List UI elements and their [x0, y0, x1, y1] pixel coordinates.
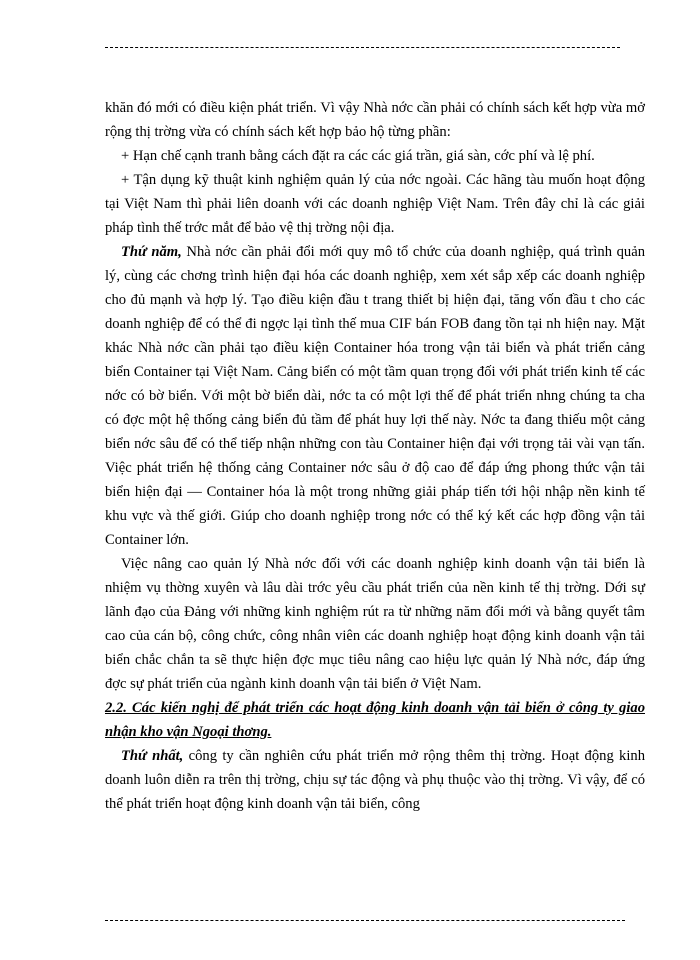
paragraph-4-text: Nhà nớc cần phải đổi mới quy mô tổ chức của doanh nghiệp, quá trình quản lý, cùng các chơng trình hiện đại hóa các doanh nghiệp, xem xét sắp xếp các doanh nghiệp cho đủ mạnh và hợp lý. Tạo điều kiện đầu t trang thiết bị hiện đại, tăng vốn đầu t cho các doanh nghiệp để có thể đi ngợc lại tình thế mua CIF bán FOB đang tồn tại nh hiện nay. Mặt khác Nhà nớc cần phải tạo điều kiện Container hóa trong vận tải biển và phát triển cảng biển Container tại Việt Nam. Cảng biển có một tầm quan trọng đối với phát triển kinh tế các nớc có bờ biển. Với một bờ biển dài, nớc ta có một lợi thế để phát triển nhng chúng ta cha có đợc một hệ thống cảng biển đủ tầm để phát huy lợi thế này. Nớc ta đang thiếu một cảng biển nớc sâu để có thể tiếp nhận những con tàu Container hiện đại với trọng tải vài vạn tấn. Việc phát triển hệ thống cảng Container nớc sâu ở độ cao để đáp ứng phong thức vận tải biển hiện đại — Container hóa là một trong những giải pháp tiến tới hội nhập nền kinh tế khu vực và thế giới. Giúp cho doanh nghiệp trong nớc có thể ký kết các hợp đồng vận tải Container lớn. [105, 244, 645, 548]
paragraph-6 [105, 744, 645, 816]
paragraph-6-lead: Thứ nhất, [121, 748, 184, 764]
paragraph-4 [105, 240, 645, 552]
paragraph-3: + Tận dụng kỹ thuật kinh nghiệm quản lý của nớc ngoài. Các hãng tàu muốn hoạt động tại Việt Nam thì phải liên doanh với các doanh nghiệp Việt Nam. Trên đây chỉ là các giải pháp tình thế trớc mắt để bảo vệ thị trờng nội địa. [105, 172, 645, 236]
paragraph-2: + Hạn chế cạnh tranh bằng cách đặt ra các các giá trần, giá sàn, cớc phí và lệ phí. [121, 148, 595, 164]
footer-dashed-rule [105, 920, 625, 921]
header-dashed-rule [105, 47, 620, 48]
paragraph-5: Việc nâng cao quản lý Nhà nớc đối với các doanh nghiệp kinh doanh vận tải biển là nhiệm vụ thờng xuyên và lâu dài trớc yêu cầu phát triển của nền kinh tế thị trờng. Dới sự lãnh đạo của Đảng với những kinh nghiệm rút ra từ những năm đổi mới và bằng quyết tâm cao của cán bộ, công chức, công nhân viên các doanh nghiệp hoạt động kinh doanh vận tải biển chắc chắn ta sẽ thực hiện đợc mục tiêu nâng cao hiệu lực quản lý Nhà nớc, đáp ứng đợc sự phát triển của ngành kinh doanh vận tải biển ở Việt Nam. [105, 556, 645, 692]
section-heading: 2.2. Các kiến nghị để phát triển các hoạt động kinh doanh vận tải biển ở công ty giao nhận kho vận Ngoại thơng. [105, 700, 645, 740]
paragraph-6-text: công ty cần nghiên cứu phát triển mở rộng thêm thị trờng. Hoạt động kinh doanh luôn diễn ra trên thị trờng, chịu sự tác động và phụ thuộc vào thị trờng. Vì vậy, để có thể phát triển hoạt động kinh doanh vận tải biển, công [105, 748, 645, 812]
paragraph-4-lead: Thứ năm, [121, 244, 182, 260]
document-body [105, 96, 645, 816]
paragraph-1: khăn đó mới có điều kiện phát triển. Vì vậy Nhà nớc cần phải có chính sách kết hợp vừa mở rộng thị trờng vừa có chính sách kết hợp bảo hộ từng phần: [105, 100, 645, 140]
